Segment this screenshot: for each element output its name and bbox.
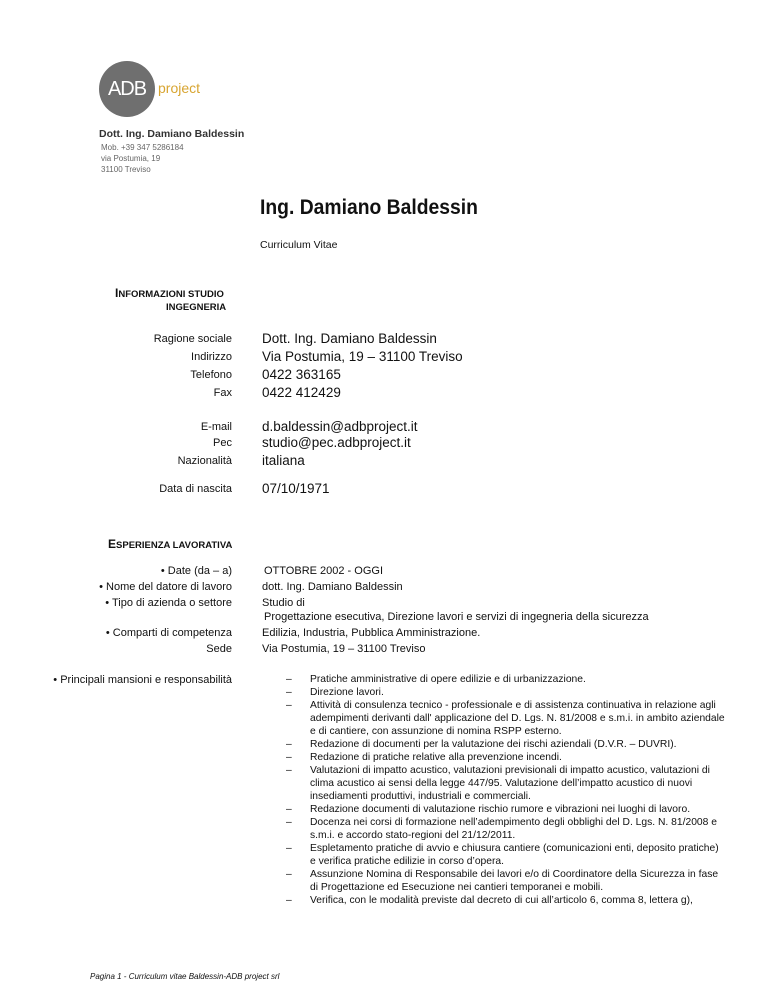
label-telefono: Telefono bbox=[190, 369, 232, 381]
value-date: OTTOBRE 2002 - OGGI bbox=[264, 565, 383, 577]
heading-rest: NFORMAZIONI STUDIO bbox=[118, 289, 224, 300]
label-ragione-sociale: Ragione sociale bbox=[153, 333, 232, 345]
list-item: – Pratiche amministrative di opere edilizie e di urbanizzazione. bbox=[286, 673, 726, 686]
letterhead-name: Dott. Ing. Damiano Baldessin bbox=[99, 128, 245, 140]
value-company-type-2: Progettazione esecutiva, Direzione lavori e servizi di ingegneria della sicurezza bbox=[264, 611, 649, 623]
logo-letters: ADB bbox=[107, 77, 147, 100]
logo-word: project bbox=[158, 80, 201, 96]
value-data-nascita: 07/10/1971 bbox=[262, 481, 330, 496]
value-pec[interactable]: studio@pec.adbproject.it bbox=[262, 435, 411, 450]
value-seat: Via Postumia, 19 – 31100 Treviso bbox=[262, 643, 426, 655]
list-item: – Valutazioni di impatto acustico, valutazioni previsionali di impatto acustico, valutazioni di clima acustico ai sensi della legge 447/95. Valutazione dell’impatto acustico di nuovi insediamenti produttivi, industriali e commerciali. bbox=[286, 764, 726, 803]
label-indirizzo: Indirizzo bbox=[191, 351, 232, 363]
list-item: – Assunzione Nomina di Responsabile dei lavori e/o di Coordinatore della Sicurezza in fase di Progettazione ed Esecuzione nei cantieri temporanei e mobili. bbox=[286, 868, 726, 894]
list-item: – Espletamento pratiche di avvio e chiusura cantiere (comunicazioni enti, deposito pratiche) e verifica pratiche edilizie in corso d’opera. bbox=[286, 842, 726, 868]
label-email: E-mail bbox=[200, 421, 232, 433]
letterhead-street: via Postumia, 19 bbox=[101, 154, 161, 163]
heading-initial: I bbox=[115, 286, 119, 300]
page-footer: Pagina 1 - Curriculum vitae Baldessin-ADB project srl bbox=[90, 972, 280, 981]
page-title: Ing. Damiano Baldessin bbox=[260, 196, 478, 219]
list-item: – Redazione di pratiche relative alla prevenzione incendi. bbox=[286, 751, 726, 764]
label-nazionalita: Nazionalità bbox=[177, 455, 232, 467]
list-item: – Attività di consulenza tecnico - professionale e di assistenza continuativa in relazione agli adempimenti derivanti dall' applicazione del D. Lgs. N. 81/2008 e s.m.i. in ambito aziendale e di cantiere, con assunzione di nomina RSPP esterno. bbox=[286, 699, 726, 738]
label-company-type: • Tipo di azienda o settore bbox=[105, 597, 232, 609]
value-telefono: 0422 363165 bbox=[262, 367, 341, 382]
value-nazionalita: italiana bbox=[262, 453, 305, 468]
letterhead-mobile: Mob. +39 347 5286184 bbox=[101, 143, 184, 152]
value-email[interactable]: d.baldessin@adbproject.it bbox=[262, 419, 418, 434]
logo-circle bbox=[99, 61, 155, 117]
label-duties: • Principali mansioni e responsabilità bbox=[53, 674, 232, 686]
list-item: – Redazione di documenti per la valutazione dei rischi aziendali (D.V.R. – DUVRI). bbox=[286, 738, 726, 751]
label-date: • Date (da – a) bbox=[160, 565, 232, 577]
list-item: – Direzione lavori. bbox=[286, 686, 726, 699]
section-heading-experience bbox=[108, 537, 232, 551]
label-pec: Pec bbox=[213, 437, 232, 449]
list-item: – Verifica, con le modalità previste dal decreto di cui all’articolo 6, comma 8, lettera g), bbox=[286, 894, 726, 907]
label-fax: Fax bbox=[213, 387, 232, 399]
value-indirizzo: Via Postumia, 19 – 31100 Treviso bbox=[262, 349, 463, 364]
value-ragione-sociale: Dott. Ing. Damiano Baldessin bbox=[262, 331, 437, 346]
heading-rest: SPERIENZA LAVORATIVA bbox=[116, 540, 233, 551]
heading-initial: E bbox=[108, 537, 117, 551]
value-fax: 0422 412429 bbox=[262, 385, 341, 400]
list-item: – Docenza nei corsi di formazione nell’adempimento degli obblighi del D. Lgs. N. 81/2008 e s.m.i. e accordo stato-regioni del 21/12/2011. bbox=[286, 816, 726, 842]
value-sectors: Edilizia, Industria, Pubblica Amministrazione. bbox=[262, 627, 481, 639]
section-heading-studio bbox=[115, 286, 224, 300]
value-company-type-1: Studio di bbox=[262, 597, 305, 609]
label-seat: Sede bbox=[206, 643, 232, 655]
label-sectors: • Comparti di competenza bbox=[105, 627, 232, 639]
label-data-nascita: Data di nascita bbox=[159, 483, 232, 495]
page-subtitle: Curriculum Vitae bbox=[260, 239, 338, 251]
letterhead-city: 31100 Treviso bbox=[101, 165, 151, 174]
duties-list bbox=[286, 673, 726, 907]
label-employer: • Nome del datore di lavoro bbox=[99, 581, 232, 593]
list-item: – Redazione documenti di valutazione rischio rumore e vibrazioni nei luoghi di lavoro. bbox=[286, 803, 726, 816]
value-employer: dott. Ing. Damiano Baldessin bbox=[262, 581, 403, 593]
section-heading-studio-line2: INGEGNERIA bbox=[166, 302, 227, 313]
